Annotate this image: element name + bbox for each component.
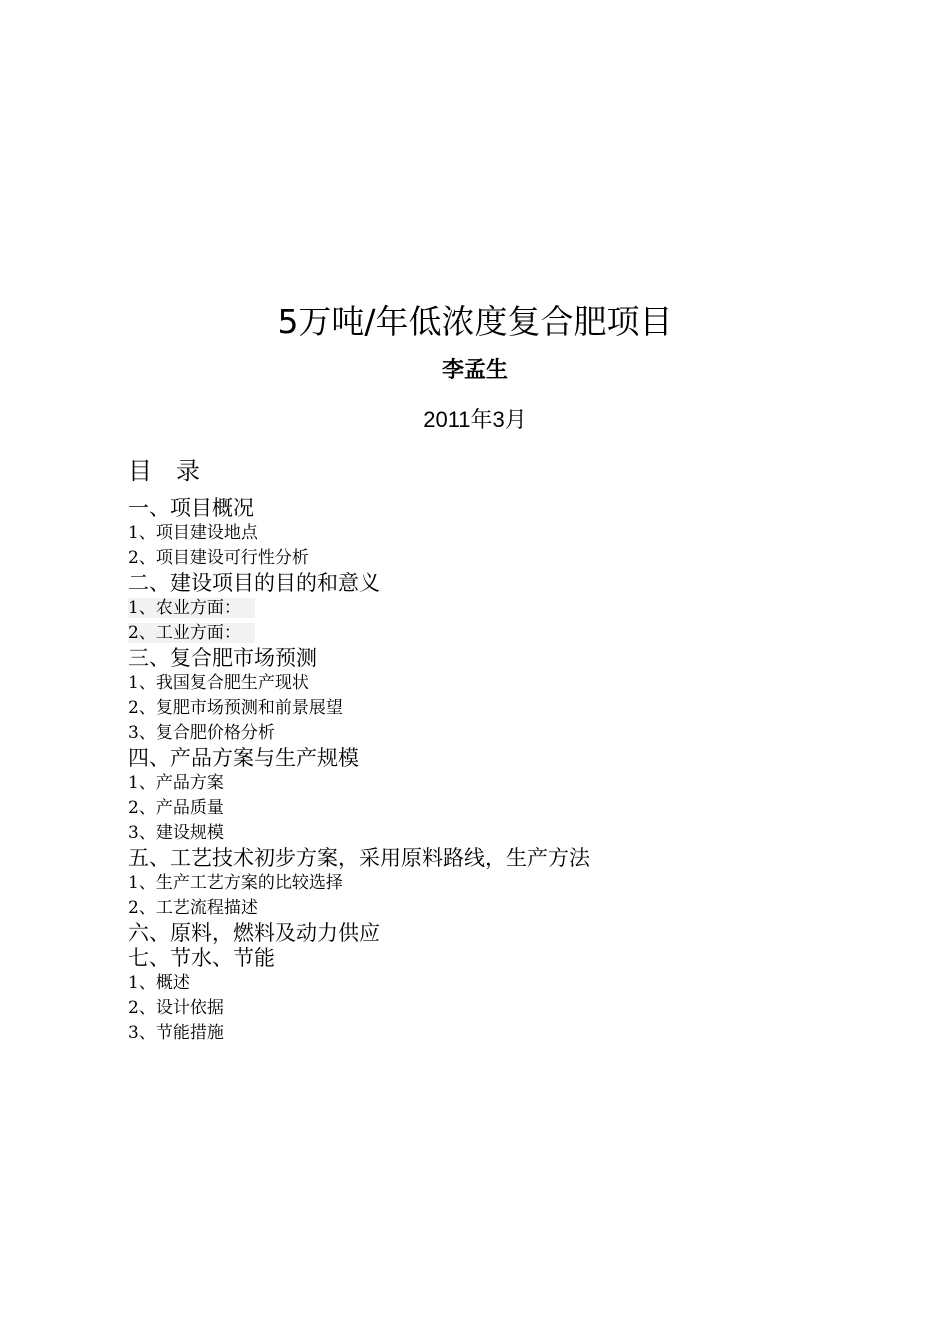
- toc-item-text: 2、工艺流程描述: [128, 898, 258, 918]
- toc-item-text: 3、复合肥价格分析: [128, 723, 275, 743]
- document-title: 5万吨/年低浓度复合肥项目: [277, 302, 673, 341]
- toc-heading: 目录: [128, 457, 224, 485]
- toc-subsection-item: [128, 871, 828, 896]
- toc-subsection-item: [128, 771, 828, 796]
- toc-section-heading: [128, 496, 828, 521]
- toc-item-text: 2、项目建设可行性分析: [128, 548, 309, 568]
- toc-item-text: 四、产品方案与生产规模: [128, 746, 359, 770]
- toc-item-text: 2、设计依据: [128, 998, 224, 1018]
- toc-subsection-item: [128, 796, 828, 821]
- toc-section-heading: [128, 571, 828, 596]
- toc-subsection-item: [128, 721, 828, 746]
- toc-item-text: 1、我国复合肥生产现状: [128, 673, 309, 693]
- toc-item-text: 3、节能措施: [128, 1023, 224, 1043]
- document-author: 李孟生: [441, 358, 508, 383]
- toc-subsection-item: [128, 1021, 828, 1046]
- toc-item-text: 五、工艺技术初步方案，采用原料路线，生产方法: [128, 846, 590, 870]
- toc-subsection-item: [128, 696, 828, 721]
- toc-subsection-item: [128, 971, 828, 996]
- toc-subsection-item: [128, 821, 828, 846]
- toc-item-text: 七、节水、节能: [128, 946, 275, 970]
- toc-subsection-item: [128, 621, 828, 646]
- toc-section-heading: [128, 846, 828, 871]
- toc-section-heading: [128, 946, 828, 971]
- toc-subsection-item: [128, 596, 828, 621]
- toc-subsection-item: [128, 896, 828, 921]
- toc-item-text: 3、建设规模: [128, 823, 224, 843]
- toc-item-text: 二、建设项目的目的和意义: [128, 571, 380, 595]
- toc-section-heading: [128, 746, 828, 771]
- document-date: 2011年3月: [423, 407, 527, 432]
- toc-item-text: 2、复肥市场预测和前景展望: [128, 698, 343, 718]
- table-of-contents: [128, 496, 828, 1046]
- toc-item-text: 1、生产工艺方案的比较选择: [128, 873, 343, 893]
- toc-subsection-item: [128, 546, 828, 571]
- toc-item-text: 1、农业方面：: [128, 598, 255, 618]
- toc-item-text: 六、原料，燃料及动力供应: [128, 921, 380, 945]
- toc-item-text: 一、项目概况: [128, 496, 254, 520]
- toc-subsection-item: [128, 671, 828, 696]
- toc-item-text: 2、工业方面：: [128, 623, 255, 643]
- toc-section-heading: [128, 921, 828, 946]
- toc-subsection-item: [128, 996, 828, 1021]
- toc-section-heading: [128, 646, 828, 671]
- toc-subsection-item: [128, 521, 828, 546]
- toc-item-text: 三、复合肥市场预测: [128, 646, 317, 670]
- toc-item-text: 1、产品方案: [128, 773, 224, 793]
- toc-item-text: 2、产品质量: [128, 798, 224, 818]
- toc-item-text: 1、概述: [128, 973, 190, 993]
- toc-item-text: 1、项目建设地点: [128, 523, 258, 543]
